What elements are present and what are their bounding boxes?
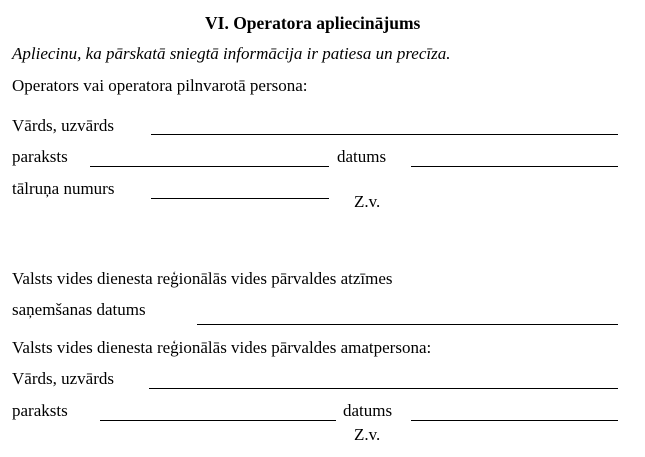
office-marks-heading: Valsts vides dienesta reģionālās vides pārvaldes atzīmes <box>12 269 393 288</box>
official-name-label: Vārds, uzvārds <box>12 369 114 388</box>
operator-signature-field[interactable] <box>90 166 329 167</box>
official-signature-label: paraksts <box>12 401 68 420</box>
official-date-label: datums <box>343 401 393 420</box>
operator-seal-label: Z.v. <box>354 192 381 211</box>
operator-phone-label: tālruņa numurs <box>12 179 115 198</box>
operator-date-field[interactable] <box>411 166 618 167</box>
operator-name-field[interactable] <box>151 134 618 135</box>
operator-signature-label: paraksts <box>12 147 68 166</box>
operator-phone-field[interactable] <box>151 198 329 199</box>
operator-date-label: datums <box>337 147 387 166</box>
official-date-field[interactable] <box>411 420 618 421</box>
operator-name-label: Vārds, uzvārds <box>12 116 114 135</box>
received-date-label: saņemšanas datums <box>12 300 146 319</box>
affirmation-text: Apliecinu, ka pārskatā sniegtā informācija ir patiesa un precīza. <box>12 44 451 63</box>
received-date-field[interactable] <box>197 324 618 325</box>
operator-heading: Operators vai operatora pilnvarotā persona: <box>12 76 308 95</box>
section-title: VI. Operatora apliecinājums <box>205 13 421 33</box>
official-signature-field[interactable] <box>100 420 336 421</box>
official-heading: Valsts vides dienesta reģionālās vides pārvaldes amatpersona: <box>12 338 432 357</box>
official-seal-label: Z.v. <box>354 425 381 444</box>
official-name-field[interactable] <box>149 388 618 389</box>
